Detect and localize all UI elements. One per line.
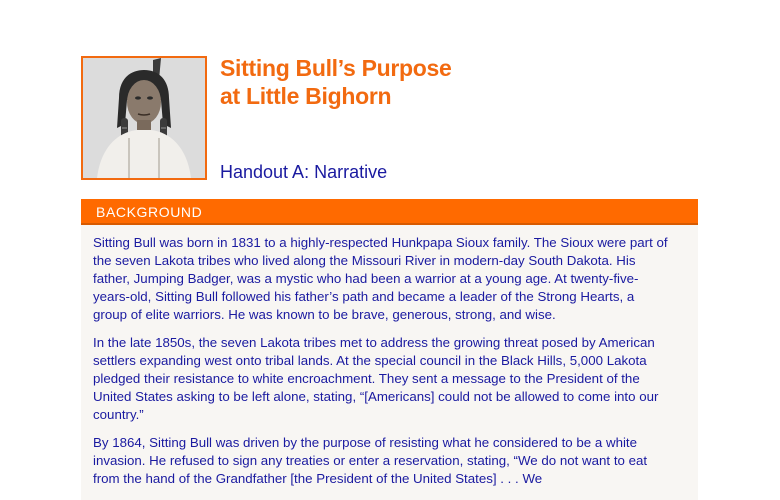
background-panel bbox=[81, 225, 698, 500]
section-heading: BACKGROUND bbox=[96, 204, 203, 220]
paragraph-3: By 1864, Sitting Bull was driven by the purpose of resisting what he considered to be a white invasion. He refused to sign any treaties or enter a reservation, stating, “We do not want to eat from the hand of the Grandfather [the President of the United States] . . . We bbox=[93, 435, 648, 486]
portrait-photo bbox=[81, 56, 207, 180]
page-title bbox=[220, 54, 452, 110]
title-line-1: Sitting Bull’s Purpose bbox=[220, 55, 452, 81]
section-header-bar bbox=[81, 199, 698, 225]
paragraph-1: Sitting Bull was born in 1831 to a highly-respected Hunkpapa Sioux family. The Sioux were part of the seven Lakota tribes who lived along the Missouri River in modern-day South Dakota. His father, Jumping Badger, was a mystic who had been a warrior at a young age. At twenty-five-years-old, Sitting Bull followed his father’s path and became a leader of the Strong Hearts, a group of elite warriors. He was known to be brave, generous, strong, and wise. bbox=[93, 235, 668, 322]
paragraph-2: In the late 1850s, the seven Lakota tribes met to address the growing threat posed by American settlers expanding west onto tribal lands. At the special council in the Black Hills, 5,000 Lakota pledged their resistance to white encroachment. They sent a message to the President of the United States asking to be left alone, stating, “[Americans] could not be allowed to come into our country.” bbox=[93, 335, 659, 422]
title-line-2: at Little Bighorn bbox=[220, 83, 392, 109]
background-text bbox=[93, 234, 668, 498]
portrait-image bbox=[83, 58, 205, 178]
handout-subtitle: Handout A: Narrative bbox=[220, 162, 388, 182]
